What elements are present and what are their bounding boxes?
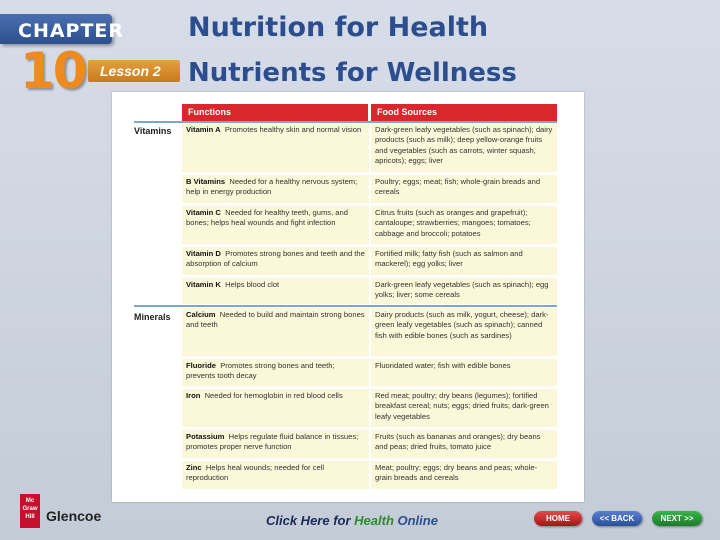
nutrient-name: Potassium — [186, 432, 225, 441]
table-cell-function — [182, 175, 369, 203]
nutrient-sources: Meat; poultry; eggs; dry beans and peas; whole-grain breads and cereals — [375, 463, 538, 483]
back-button[interactable]: << BACK — [592, 511, 642, 526]
nutrient-function: Needed for healthy teeth, gums, and bones; helps heal wounds and fight infection — [186, 208, 348, 228]
nutrient-function: Promotes healthy skin and normal vision — [224, 125, 362, 134]
online-text: Online — [393, 513, 438, 528]
chapter-number: 10 — [20, 42, 86, 100]
table-cell-sources — [371, 247, 557, 275]
nutrient-sources: Fluoridated water; fish with edible bones — [375, 361, 511, 370]
nutrient-name: Vitamin C — [186, 208, 221, 217]
table-cell-function — [182, 308, 369, 356]
nutrient-sources: Fruits (such as bananas and oranges); dry beans and peas; dried fruits, tomato juice — [375, 432, 541, 452]
table-cell-function — [182, 278, 369, 304]
home-button[interactable]: HOME — [534, 511, 582, 526]
nutrient-function: Needed for hemoglobin in red blood cells — [204, 391, 343, 400]
nutrient-function: Needed to build and maintain strong bones and teeth — [186, 310, 365, 330]
nutrient-name: Calcium — [186, 310, 216, 319]
table-cell-function — [182, 247, 369, 275]
lesson-label: Lesson 2 — [100, 63, 161, 79]
nutrient-name: Iron — [186, 391, 201, 400]
category-vitamins: Vitamins — [134, 126, 172, 136]
table-cell-sources — [371, 123, 557, 172]
category-minerals: Minerals — [134, 312, 171, 322]
nutrient-sources: Red meat; poultry; dry beans (legumes); fortified breakfast cereal; nuts; eggs; dried fruits; dark-green leafy vegetables — [375, 391, 549, 421]
nutrient-function: Promotes strong bones and teeth and the absorption of calcium — [186, 249, 365, 269]
column-header-functions: Functions — [182, 104, 368, 121]
nutrient-sources: Dark-green leafy vegetables (such as spinach); egg yolks; liver; some cereals — [375, 280, 549, 300]
nutrient-name: Fluoride — [186, 361, 216, 370]
nutrient-function: Promotes strong bones and teeth; prevents tooth decay — [186, 361, 335, 381]
table-cell-sources — [371, 430, 557, 458]
table-cell-sources — [371, 175, 557, 203]
nutrient-sources: Citrus fruits (such as oranges and grapefruit); cantaloupe; strawberries; mangoes; tomatoes; cabbage and broccoli; potatoes — [375, 208, 531, 238]
table-cell-function — [182, 389, 369, 427]
glencoe-logo: Glencoe — [46, 508, 102, 524]
chapter-label: CHAPTER — [18, 20, 125, 42]
nutrient-sources: Poultry; eggs; meat; fish; whole-grain breads and cereals — [375, 177, 541, 197]
table-cell-function — [182, 359, 369, 386]
nutrient-name: B Vitamins — [186, 177, 226, 186]
category-rule-minerals — [134, 305, 557, 307]
nutrient-sources: Dairy products (such as milk, yogurt, cheese); dark-green leafy vegetables (such as spinach); canned fish with edible bones (such as sardines) — [375, 310, 549, 340]
health-online-link[interactable] — [266, 513, 438, 528]
nutrient-name: Vitamin D — [186, 249, 221, 258]
next-button[interactable]: NEXT >> — [652, 511, 702, 526]
table-cell-sources — [371, 206, 557, 244]
table-cell-sources — [371, 308, 557, 356]
nutrient-function: Helps regulate fluid balance in tissues; promotes proper nerve function — [186, 432, 359, 452]
page-title: Nutrition for Health — [188, 12, 489, 43]
table-cell-sources — [371, 359, 557, 386]
column-header-food-sources: Food Sources — [371, 104, 557, 121]
nutrient-function: Needed for a healthy nervous system; help in energy production — [186, 177, 358, 197]
nutrient-sources: Dark-green leafy vegetables (such as spinach); dairy products (such as milk); deep yellow-orange fruits and vegetables (such as carrots, winter squash, apricots); eggs; liver — [375, 125, 553, 166]
table-cell-function — [182, 123, 369, 172]
nutrient-name: Zinc — [186, 463, 202, 472]
table-cell-sources — [371, 278, 557, 304]
health-text: Health — [354, 513, 394, 528]
page-subtitle: Nutrients for Wellness — [188, 58, 517, 88]
table-cell-sources — [371, 389, 557, 427]
table-cell-sources — [371, 461, 557, 489]
click-here-text: Click Here for — [266, 513, 355, 528]
nutrient-sources: Fortified milk; fatty fish (such as salmon and mackerel); egg yolks; liver — [375, 249, 523, 269]
nutrient-function: Helps blood clot — [225, 280, 280, 289]
nutrient-name: Vitamin A — [186, 125, 221, 134]
nutrient-name: Vitamin K — [186, 280, 221, 289]
mcgraw-hill-logo: Mc Graw Hill — [20, 494, 40, 528]
nutrient-function: Helps heal wounds; needed for cell reproduction — [186, 463, 325, 483]
table-cell-function — [182, 430, 369, 458]
table-cell-function — [182, 206, 369, 244]
table-cell-function — [182, 461, 369, 489]
